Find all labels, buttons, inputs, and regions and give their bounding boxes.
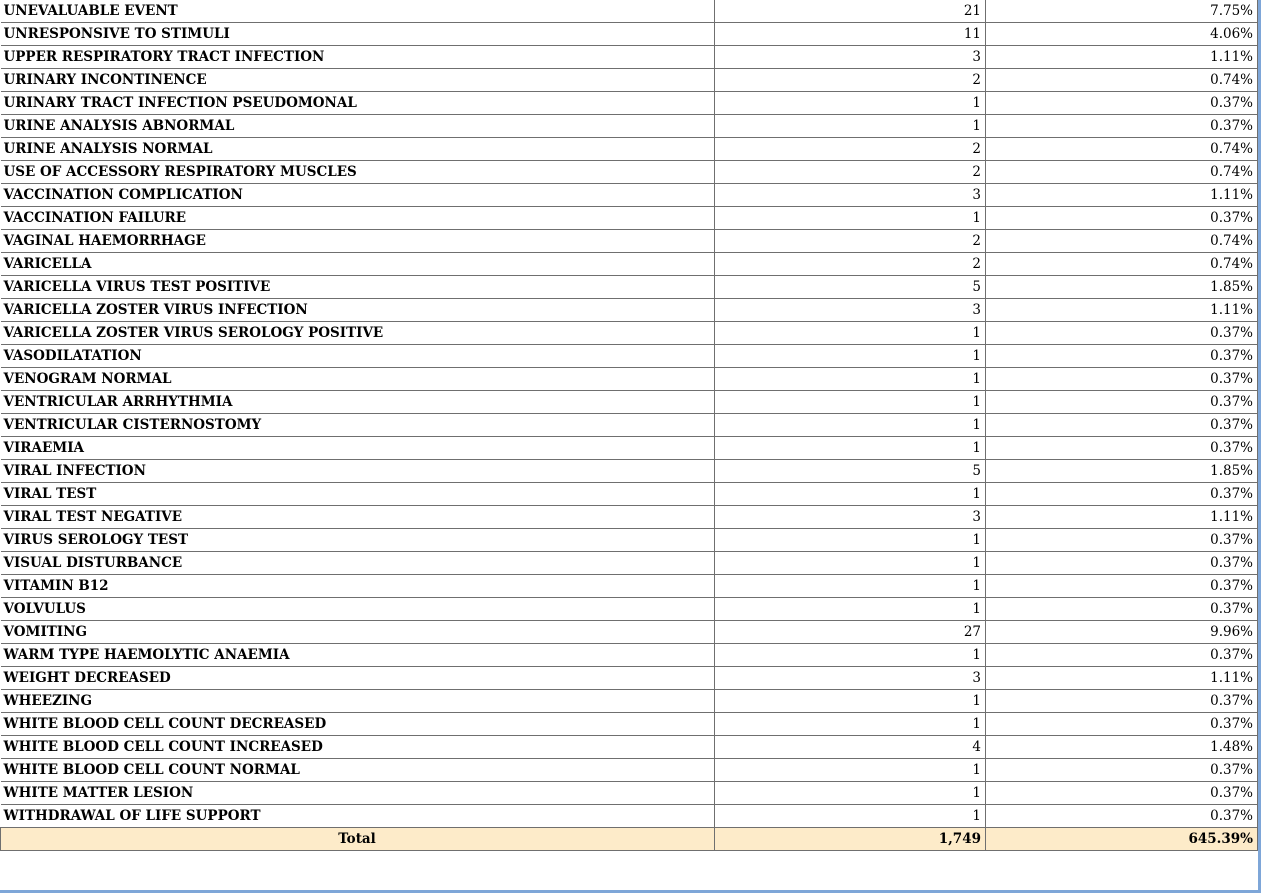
table-row	[1, 46, 1258, 69]
event-count: 1	[715, 713, 986, 736]
event-percent: 0.37%	[986, 575, 1258, 598]
event-term: URINARY TRACT INFECTION PSEUDOMONAL	[1, 92, 715, 115]
event-term: VARICELLA VIRUS TEST POSITIVE	[1, 276, 715, 299]
event-term: WARM TYPE HAEMOLYTIC ANAEMIA	[1, 644, 715, 667]
table-row	[1, 391, 1258, 414]
event-count: 1	[715, 414, 986, 437]
event-count: 3	[715, 667, 986, 690]
event-term: UNRESPONSIVE TO STIMULI	[1, 23, 715, 46]
event-term: VACCINATION FAILURE	[1, 207, 715, 230]
event-term: WHEEZING	[1, 690, 715, 713]
table-row	[1, 506, 1258, 529]
event-count: 1	[715, 115, 986, 138]
table-row	[1, 644, 1258, 667]
table-row	[1, 575, 1258, 598]
event-count: 3	[715, 299, 986, 322]
event-count: 2	[715, 253, 986, 276]
event-percent: 0.37%	[986, 345, 1258, 368]
table-row	[1, 69, 1258, 92]
table-row	[1, 736, 1258, 759]
event-count: 1	[715, 575, 986, 598]
event-term: VACCINATION COMPLICATION	[1, 184, 715, 207]
event-term: WHITE MATTER LESION	[1, 782, 715, 805]
event-count: 3	[715, 506, 986, 529]
event-percent: 1.85%	[986, 460, 1258, 483]
event-count: 1	[715, 345, 986, 368]
event-percent: 0.74%	[986, 230, 1258, 253]
event-count: 1	[715, 552, 986, 575]
event-percent: 0.74%	[986, 138, 1258, 161]
event-percent: 0.37%	[986, 391, 1258, 414]
table-row	[1, 414, 1258, 437]
event-percent: 0.74%	[986, 161, 1258, 184]
event-count: 21	[715, 0, 986, 23]
event-percent: 1.11%	[986, 46, 1258, 69]
event-percent: 0.37%	[986, 598, 1258, 621]
table-row	[1, 782, 1258, 805]
event-term: VIRUS SEROLOGY TEST	[1, 529, 715, 552]
event-percent: 0.37%	[986, 713, 1258, 736]
table-row	[1, 230, 1258, 253]
event-term: VARICELLA ZOSTER VIRUS INFECTION	[1, 299, 715, 322]
event-count: 1	[715, 782, 986, 805]
event-term: VIRAL TEST	[1, 483, 715, 506]
event-term: VAGINAL HAEMORRHAGE	[1, 230, 715, 253]
event-count: 11	[715, 23, 986, 46]
event-percent: 0.37%	[986, 115, 1258, 138]
table-row	[1, 253, 1258, 276]
total-row	[1, 828, 1258, 851]
table-row	[1, 138, 1258, 161]
event-percent: 0.37%	[986, 782, 1258, 805]
table-row	[1, 598, 1258, 621]
table-row	[1, 276, 1258, 299]
event-percent: 1.11%	[986, 667, 1258, 690]
table-row	[1, 529, 1258, 552]
event-term: VIRAEMIA	[1, 437, 715, 460]
event-term: VOLVULUS	[1, 598, 715, 621]
table-row	[1, 23, 1258, 46]
event-count: 1	[715, 92, 986, 115]
table-row	[1, 207, 1258, 230]
event-term: UPPER RESPIRATORY TRACT INFECTION	[1, 46, 715, 69]
event-term: VENTRICULAR CISTERNOSTOMY	[1, 414, 715, 437]
event-term: URINE ANALYSIS NORMAL	[1, 138, 715, 161]
event-term: WHITE BLOOD CELL COUNT INCREASED	[1, 736, 715, 759]
event-count: 1	[715, 437, 986, 460]
table-row	[1, 667, 1258, 690]
table-row	[1, 460, 1258, 483]
event-count: 27	[715, 621, 986, 644]
event-percent: 1.11%	[986, 299, 1258, 322]
table-row	[1, 805, 1258, 828]
table-row	[1, 713, 1258, 736]
event-percent: 0.37%	[986, 690, 1258, 713]
event-percent: 0.37%	[986, 644, 1258, 667]
event-count: 2	[715, 230, 986, 253]
table-row	[1, 621, 1258, 644]
event-percent: 9.96%	[986, 621, 1258, 644]
table-row	[1, 0, 1258, 23]
event-percent: 0.37%	[986, 529, 1258, 552]
table-row	[1, 299, 1258, 322]
event-percent: 0.37%	[986, 368, 1258, 391]
event-count: 2	[715, 69, 986, 92]
table-row	[1, 322, 1258, 345]
event-count: 5	[715, 276, 986, 299]
event-term: WHITE BLOOD CELL COUNT NORMAL	[1, 759, 715, 782]
table-row	[1, 552, 1258, 575]
event-count: 1	[715, 322, 986, 345]
event-percent: 0.37%	[986, 437, 1258, 460]
event-term: VITAMIN B12	[1, 575, 715, 598]
event-percent: 1.11%	[986, 506, 1258, 529]
table-row	[1, 345, 1258, 368]
event-count: 1	[715, 529, 986, 552]
event-term: VIRAL TEST NEGATIVE	[1, 506, 715, 529]
table-row	[1, 115, 1258, 138]
table-row	[1, 92, 1258, 115]
event-term: VARICELLA	[1, 253, 715, 276]
event-percent: 0.37%	[986, 207, 1258, 230]
event-count: 1	[715, 598, 986, 621]
table-row	[1, 161, 1258, 184]
table-body	[1, 0, 1258, 828]
event-percent: 1.11%	[986, 184, 1258, 207]
event-percent: 1.85%	[986, 276, 1258, 299]
event-count: 3	[715, 46, 986, 69]
event-percent: 0.74%	[986, 253, 1258, 276]
event-term: VASODILATATION	[1, 345, 715, 368]
event-term: WEIGHT DECREASED	[1, 667, 715, 690]
total-percent: 645.39%	[986, 828, 1258, 851]
total-count: 1,749	[715, 828, 986, 851]
event-count: 2	[715, 138, 986, 161]
event-percent: 0.37%	[986, 483, 1258, 506]
event-percent: 0.74%	[986, 69, 1258, 92]
event-term: VARICELLA ZOSTER VIRUS SEROLOGY POSITIVE	[1, 322, 715, 345]
table-row	[1, 759, 1258, 782]
event-percent: 0.37%	[986, 414, 1258, 437]
event-count: 1	[715, 483, 986, 506]
event-count: 1	[715, 368, 986, 391]
event-percent: 0.37%	[986, 322, 1258, 345]
event-term: VOMITING	[1, 621, 715, 644]
event-percent: 0.37%	[986, 805, 1258, 828]
event-percent: 0.37%	[986, 552, 1258, 575]
event-percent: 7.75%	[986, 0, 1258, 23]
table-row	[1, 483, 1258, 506]
event-percent: 1.48%	[986, 736, 1258, 759]
table-row	[1, 437, 1258, 460]
event-term: USE OF ACCESSORY RESPIRATORY MUSCLES	[1, 161, 715, 184]
event-percent: 4.06%	[986, 23, 1258, 46]
event-term: VIRAL INFECTION	[1, 460, 715, 483]
event-count: 2	[715, 161, 986, 184]
event-term: VENOGRAM NORMAL	[1, 368, 715, 391]
event-term: WHITE BLOOD CELL COUNT DECREASED	[1, 713, 715, 736]
event-count: 5	[715, 460, 986, 483]
event-count: 1	[715, 690, 986, 713]
event-count: 1	[715, 391, 986, 414]
total-label: Total	[1, 828, 715, 851]
table-row	[1, 368, 1258, 391]
event-term: VISUAL DISTURBANCE	[1, 552, 715, 575]
table-row	[1, 184, 1258, 207]
event-count: 4	[715, 736, 986, 759]
event-term: URINE ANALYSIS ABNORMAL	[1, 115, 715, 138]
table-row	[1, 690, 1258, 713]
event-count: 1	[715, 644, 986, 667]
event-count: 3	[715, 184, 986, 207]
event-term: WITHDRAWAL OF LIFE SUPPORT	[1, 805, 715, 828]
event-term: UNEVALUABLE EVENT	[1, 0, 715, 23]
event-term: VENTRICULAR ARRHYTHMIA	[1, 391, 715, 414]
event-percent: 0.37%	[986, 92, 1258, 115]
event-count: 1	[715, 207, 986, 230]
event-percent: 0.37%	[986, 759, 1258, 782]
event-term: URINARY INCONTINENCE	[1, 69, 715, 92]
event-count: 1	[715, 805, 986, 828]
event-count: 1	[715, 759, 986, 782]
